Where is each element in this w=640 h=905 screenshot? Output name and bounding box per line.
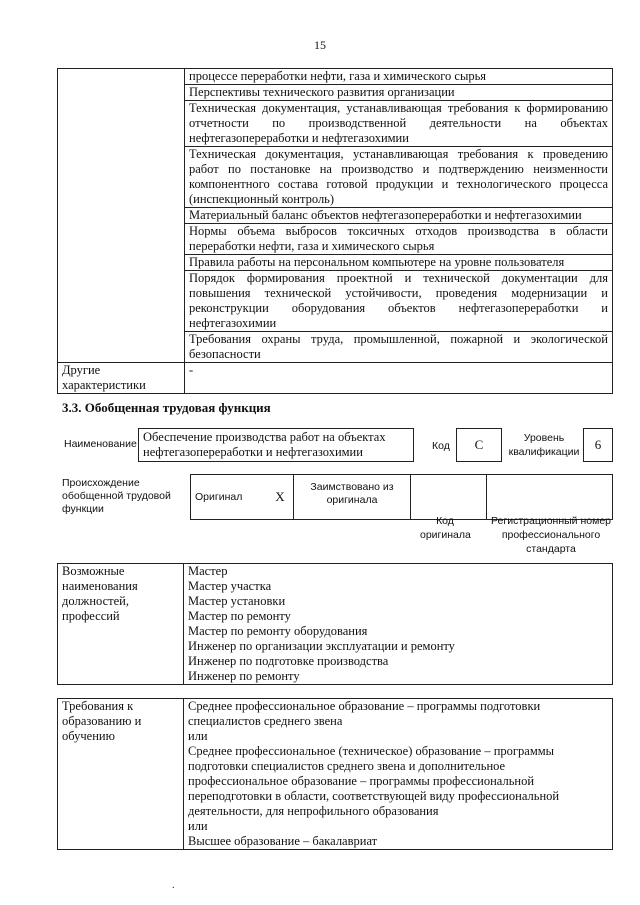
table-row [58,699,613,850]
education-line: переподготовки в области, соответствующей виду профессиональной [188,789,560,803]
level-label: Уровень квалификации [508,432,580,458]
education-line: Высшее образование – бакалавриат [188,834,378,848]
knowledge-item: Материальный баланс объектов нефтегазопереработки и нефтегазохимии [185,208,613,224]
knowledge-item: Техническая документация, устанавливающая требования к формированию отчетности по производственной деятельности на объектах нефтегазопереработки и нефтегазохимии [185,101,613,147]
stray-dot: . [172,880,175,891]
level-value-box: 6 [583,428,613,462]
knowledge-item: Нормы объема выбросов токсичных отходов производства в области переработки нефти, газа и химического сырья [185,224,613,255]
list-item: Мастер участка [188,579,272,593]
knowledge-item: Порядок формирования проектной и технической документации для повышения технической устойчивости, проведения модернизации и реконструкции оборудования объектов нефтегазопереработки и нефтегазохимии [185,271,613,332]
other-characteristics-value: - [185,363,613,394]
knowledge-table [57,68,613,394]
education-line: деятельности, для непрофильного образования [188,804,439,818]
education-line: или [188,819,208,833]
name-label: Наименование [64,438,137,450]
knowledge-item: Перспективы технического развития организации [185,85,613,101]
list-item: Инженер по подготовке производства [188,654,389,668]
knowledge-item: процессе переработки нефти, газа и химического сырья [185,69,613,85]
list-item: Инженер по ремонту [188,669,300,683]
education-text [184,699,613,850]
table-row [58,564,613,685]
education-line: подготовки специалистов среднего звена и дополнительное [188,759,506,773]
page-number: 15 [314,38,326,52]
list-item: Мастер по ремонту [188,609,291,623]
original-label: Оригинал [191,475,268,520]
list-item: Мастер [188,564,228,578]
knowledge-item: Требования охраны труда, промышленной, пожарной и экологической безопасности [185,332,613,363]
original-code-caption: Код оригинала [420,515,471,541]
list-item: Мастер установки [188,594,286,608]
knowledge-item: Правила работы на персональном компьютере на уровне пользователя [185,255,613,271]
education-label: Требования к образованию и обучению [58,699,184,850]
positions-label: Возможные наименования должностей, профессий [58,564,184,685]
section-title: 3.3. Обобщенная трудовая функция [62,400,271,415]
origin-label: Происхождение обобщенной трудовой функции [62,477,171,515]
positions-table [57,563,613,685]
table-row [58,69,613,85]
knowledge-label-cell [58,69,185,363]
education-table [57,698,613,850]
education-line: Среднее профессиональное (техническое) образование – программы [188,744,555,758]
other-characteristics-label: Другие характеристики [58,363,185,394]
table-row [58,363,613,394]
education-line: или [188,729,208,743]
table-row [191,475,613,520]
education-line: Среднее профессиональное образование – программы подготовки [188,699,541,713]
positions-list [184,564,613,685]
knowledge-item: Техническая документация, устанавливающая требования к проведению работ по постановке на производство и подтверждению неизменности компонентного состава готовой продукции и технологического процесса (инспекционный контроль) [185,147,613,208]
list-item: Инженер по организации эксплуатации и ремонту [188,639,455,653]
education-line: специалистов среднего звена [188,714,343,728]
original-code-cell [411,475,487,520]
code-value-box: C [456,428,502,462]
code-label: Код [432,440,450,452]
registration-number-cell [487,475,613,520]
original-mark: X [267,475,294,520]
list-item: Мастер по ремонту оборудования [188,624,368,638]
borrowed-label: Заимствовано из оригинала [294,475,411,520]
education-line: профессиональное образование – программы профессиональной [188,774,535,788]
registration-number-caption: Регистрационный номер профессионального стандарта [491,515,611,555]
function-name-box: Обеспечение производства работ на объектах нефтегазопереработки и нефтегазохимии [138,428,414,462]
